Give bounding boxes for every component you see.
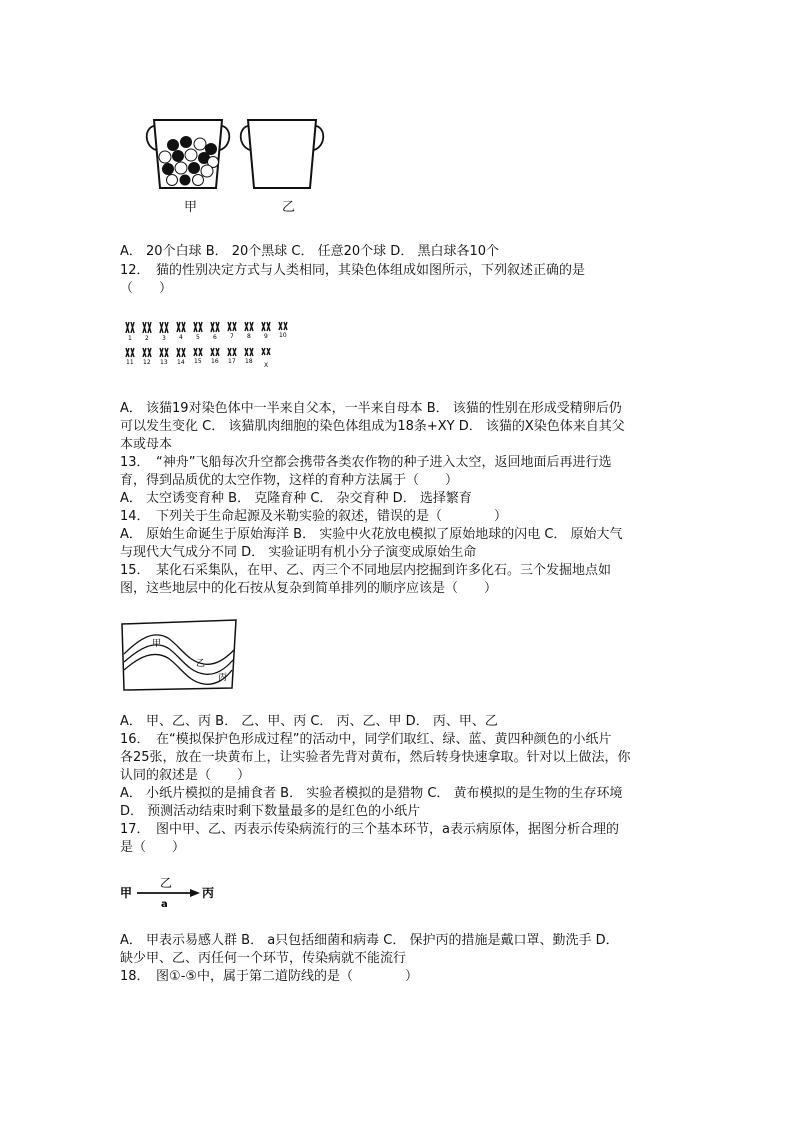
flow-from: 甲 — [120, 886, 133, 900]
q15-options: A． 甲、乙、丙 B． 乙、甲、丙 C． 丙、乙、甲 D． 丙、甲、乙 — [120, 714, 498, 729]
flow-to: 丙 — [202, 886, 215, 900]
karyotype-drawing — [120, 320, 320, 376]
bucket-label-left: 甲 — [184, 200, 198, 215]
flow-over: 乙 — [160, 876, 173, 890]
chromosome-pair — [194, 348, 202, 356]
karyotype-figure — [120, 320, 320, 376]
q14-options-1: A． 原始生命诞生于原始海洋 B． 实验中火花放电模拟了原始地球的闪电 C． 原始大气 — [120, 527, 623, 542]
chromosome-pair — [143, 348, 151, 357]
chromosome-pair — [262, 348, 270, 355]
chromosome-pair — [126, 348, 134, 357]
chromosome-label: 14 — [177, 359, 185, 366]
chromosome-label: 17 — [228, 358, 236, 365]
chromosome-pair — [228, 348, 236, 356]
chromosome-label: 5 — [196, 334, 200, 341]
q12-stem-2: （ ） — [120, 281, 173, 296]
chromosome-label: 4 — [179, 334, 183, 341]
q17-stem-2: 是（ ） — [120, 840, 186, 855]
q13-options: A． 太空诱变育种 B． 克隆育种 C． 杂交育种 D． 选择繁育 — [120, 491, 472, 506]
chromosome-pair — [160, 322, 168, 333]
chromosome-label: 3 — [162, 335, 166, 342]
bucket-figure — [140, 112, 340, 222]
q12-options-2: 可以发生变化 C． 该猫肌肉细胞的染色体组成为18条+XY D． 该猫的X染色体来自其父 — [120, 419, 625, 434]
q12-stem-1: 12． 猫的性别决定方式与人类相同，其染色体组成如图所示，下列叙述正确的是 — [120, 263, 586, 278]
q11-options: A． 20个白球 B． 20个黑球 C． 任意20个球 D． 黑白球各10个 — [120, 244, 499, 259]
bucket-drawing — [140, 112, 340, 192]
chromosome-label: 18 — [245, 358, 253, 365]
chromosome-label: 1 — [128, 335, 132, 342]
q16-options-1: A． 小纸片模拟的是捕食者 B． 实验者模拟的是猎物 C． 黄布模拟的是生物的生存环境 — [120, 786, 623, 801]
chromosome-pair — [143, 322, 151, 333]
chromosome-pair — [177, 348, 185, 357]
q13-stem-2: 育，得到品质优的太空作物，这样的育种方法属于（ ） — [120, 473, 459, 488]
balls — [159, 136, 219, 186]
chromosome-pair — [177, 322, 185, 332]
chromosome-label: X — [264, 362, 269, 369]
chromosome-label: 2 — [145, 335, 149, 342]
strata-label-bing: 丙 — [218, 673, 228, 683]
chromosome-pair — [194, 322, 202, 332]
chromosome-label: 8 — [247, 333, 251, 340]
q15-stem-2: 图，这些地层中的化石按从复杂到简单排列的顺序应该是（ ） — [120, 581, 498, 596]
chromosome-label: 11 — [126, 359, 134, 366]
q12-options-1: A． 该猫19对染色体中一半来自父本，一半来自母本 B． 该猫的性别在形成受精卵后仍 — [120, 401, 622, 416]
chromosome-pair — [160, 348, 168, 357]
strata-drawing — [120, 618, 240, 692]
chromosome-pair — [126, 322, 134, 333]
chromosome-pair — [228, 322, 236, 331]
chromosome-label: 10 — [279, 332, 287, 339]
chromosome-label: 9 — [264, 333, 268, 340]
q14-stem: 14． 下列关于生命起源及米勒实验的叙述，错误的是（ ） — [120, 509, 508, 524]
flow-drawing — [120, 876, 230, 910]
q16-stem-1: 16． 在“模拟保护色形成过程”的活动中，同学们取红、绿、蓝、黄四种颜色的小纸片 — [120, 732, 612, 747]
q12-options-3: 本或母本 — [120, 437, 173, 452]
chromosome-pair — [279, 322, 287, 330]
flow-arrowhead — [190, 889, 200, 897]
q16-stem-3: 认同的叙述是（ ） — [120, 768, 251, 783]
chromosome-pair — [211, 322, 219, 332]
strata-figure — [120, 618, 240, 692]
chromosome-label: 6 — [213, 334, 217, 341]
strata-label-yi: 乙 — [196, 659, 206, 669]
q16-options-2: D． 预测活动结束时剩下数量最多的是红色的小纸片 — [120, 804, 421, 819]
chromosome-label: 7 — [230, 333, 234, 340]
q15-stem-1: 15． 某化石采集队，在甲、乙、丙三个不同地层内挖掘到许多化石。三个发掘地点如 — [120, 563, 612, 578]
q13-stem-1: 13． “神舟”飞船每次升空都会携带各类农作物的种子进入太空，返回地面后再进行选 — [120, 455, 612, 470]
bucket-label-right: 乙 — [282, 200, 296, 215]
q14-options-2: 与现代大气成分不同 D． 实验证明有机小分子演变成原始生命 — [120, 545, 477, 560]
chromosome-pair — [262, 322, 270, 331]
q17-stem-1: 17． 图中甲、乙、丙表示传染病流行的三个基本环节，a表示病原体，据图分析合理的 — [120, 822, 620, 837]
chromosome-label: 12 — [143, 359, 151, 366]
q17-options-1: A． 甲表示易感人群 B． a只包括细菌和病毒 C． 保护丙的措施是戴口罩、勤洗手 D． — [120, 933, 619, 948]
strata-label-jia: 甲 — [152, 639, 162, 649]
q17-options-2: 缺少甲、乙、丙任何一个环节，传染病就不能流行 — [120, 951, 407, 966]
chromosome-pair — [245, 348, 253, 356]
chromosome-pair — [245, 322, 253, 331]
flow-under: a — [161, 899, 168, 910]
chromosome-pair — [211, 348, 219, 356]
q18-stem: 18． 图①-⑤中，属于第二道防线的是（ ） — [120, 969, 419, 984]
q16-stem-2: 各25张，放在一块黄布上，让实验者先背对黄布，然后转身快速拿取。针对以上做法，你 — [120, 750, 631, 765]
chromosome-label: 13 — [160, 359, 168, 366]
chromosome-label: 15 — [194, 358, 202, 365]
flow-figure — [120, 876, 230, 910]
chromosome-label: 16 — [211, 358, 219, 365]
